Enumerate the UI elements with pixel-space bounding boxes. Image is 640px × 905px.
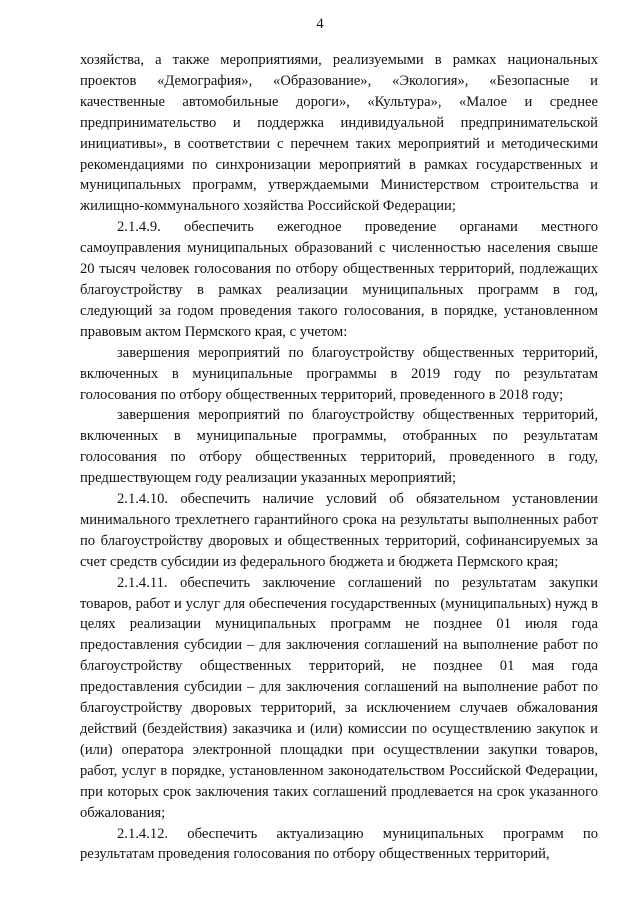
paragraph-2-1-4-9: 2.1.4.9. обеспечить ежегодное проведение органами местного самоуправления муниципальных образований с численностью населения свыше 20 тысяч человек голосования по отбору общественных территорий, подлежащих благоустройству в рамках реализации муниципальных программ в год, следующий за годом проведения такого голосования, в порядке, установленном правовым актом Пермского края, с учетом: [80, 219, 598, 340]
paragraph-list-item-2019: завершения мероприятий по благоустройству общественных территорий, включенных в муниципальные программы в 2019 году по результатам голосования по отбору общественных территорий, проведенного в 2018 году; [80, 344, 598, 403]
paragraph-list-item-previous-year: завершения мероприятий по благоустройству общественных территорий, включенных в муниципальные программы, отобранных по результатам голосования по отбору общественных территорий, проведенного в году, предшествующем году реализации указанных мероприятий; [80, 407, 598, 487]
page-number: 4 [316, 16, 324, 32]
paragraph-2-1-4-12: 2.1.4.12. обеспечить актуализацию муниципальных программ по результатам проведения голосования по отбору общественных территорий, [80, 825, 598, 863]
document-body [80, 50, 598, 865]
paragraph-continuation: хозяйства, а также мероприятиями, реализуемыми в рамках национальных проектов «Демография», «Образование», «Экология», «Безопасные и качественные автомобильные дороги», «Культура», «Малое и среднее предпринимательство и поддержка индивидуальной предпринимательской инициативы», в соответствии с перечнем таких мероприятий и методическими рекомендациями по синхронизации мероприятий в рамках государственных и муниципальных программ, утверждаемыми Министерством строительства и жилищно-коммунального хозяйства Российской Федерации; [80, 52, 598, 215]
paragraph-2-1-4-11: 2.1.4.11. обеспечить заключение соглашений по результатам закупки товаров, работ и услуг для обеспечения государственных (муниципальных) нужд в целях реализации муниципальных программ не позднее 01 июля года предоставления субсидии – для заключения соглашений на выполнение работ по благоустройству общественных территорий, не позднее 01 мая года предоставления субсидии – для заключения соглашений на выполнение работ по благоустройству дворовых территорий, за исключением случаев обжалования действий (бездействия) заказчика и (или) комиссии по осуществлению закупок и (или) оператора электронной площадки при осуществлении закупки товаров, работ, услуг в порядке, установленном законодательством Российской Федерации, при которых срок заключения таких соглашений продлевается на срок указанного обжалования; [80, 574, 598, 821]
paragraph-2-1-4-10: 2.1.4.10. обеспечить наличие условий об обязательном установлении минимального трехлетнего гарантийного срока на результаты выполненных работ по благоустройству дворовых и общественных территорий, софинансируемых за счет средств субсидии из федерального бюджета и бюджета Пермского края; [80, 491, 598, 570]
